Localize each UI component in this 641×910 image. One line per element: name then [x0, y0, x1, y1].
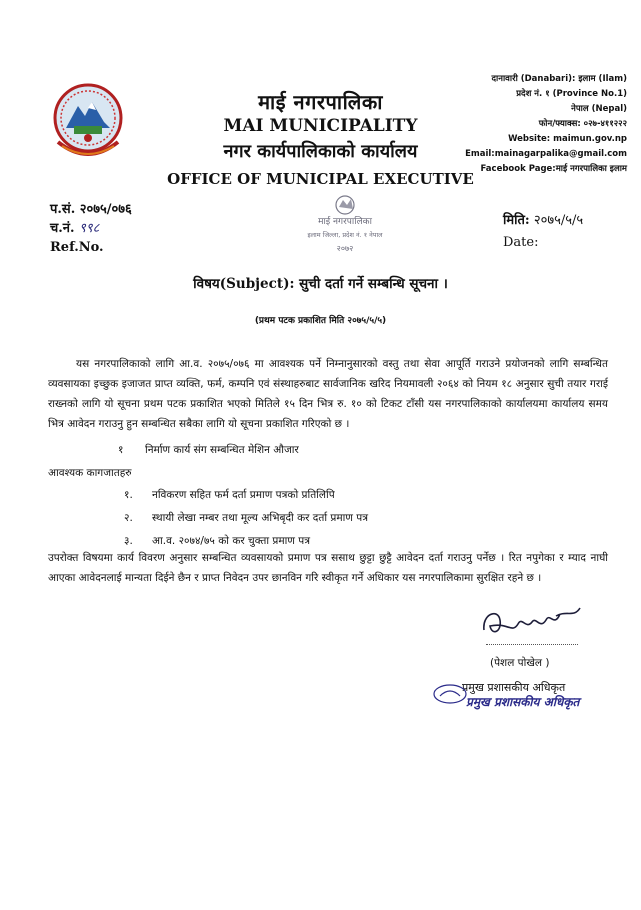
contact-website: Website: maimun.gov.np — [508, 134, 627, 144]
notice-paragraph-2: उपरोक्त विषयमा कार्य विवरण अनुसार सम्बन्धित व्यवसायको प्रमाण पत्र ससाथ छुट्टा छुट्टै आवेदन दर्ता गराउनु पर्नेछ । रित नपुगेका र म्याद नाघी आएका आवेदनलाई मान्यता दिईने छैन र प्राप्त निवेदन उपर छानविन गरि स्वीकृत गर्ने अधिकार यस नगरपालिकामा सुरक्षित रहने छ । — [48, 552, 608, 584]
stamp-line-3: २०७२ — [336, 244, 354, 253]
signature-line — [486, 644, 578, 645]
doc-text-3: आ.व. २०७४/७५ को कर चुक्ता प्रमाण पत्र — [152, 535, 311, 547]
office-stamp — [295, 193, 395, 261]
municipality-name-nepali: माई नगरपालिका — [258, 90, 383, 114]
dispatch-number-label: च.नं. — [50, 221, 75, 236]
office-name-nepali: नगर कार्यपालिकाको कार्यालय — [223, 141, 418, 162]
doc-text-1: नविकरण सहित फर्म दर्ता प्रमाण पत्रको प्रतिलिपि — [152, 489, 335, 501]
publication-note: (प्रथम पटक प्रकाशित मिति २०७५/५/५) — [254, 316, 387, 326]
doc-number-3: ३. — [124, 535, 133, 547]
item-text: निर्माण कार्य संग सम्बन्धित मेशिन औजार — [145, 444, 299, 456]
contact-phone: फोन/फ्याक्स: ०२७-४११२२२ — [538, 119, 627, 129]
date-label: मिति: — [503, 213, 530, 228]
stamp-line-2: इलाम जिल्ला, प्रदेश नं. १ नेपाल — [307, 231, 383, 239]
handwritten-signature — [478, 600, 588, 644]
documents-heading: आवश्यक कागजातहरु — [48, 467, 132, 479]
item-number: १ — [118, 444, 124, 456]
office-name-english: OFFICE OF MUNICIPAL EXECUTIVE — [167, 170, 474, 188]
contact-facebook: Facebook Page:माई नगरपालिका इलाम — [480, 164, 627, 174]
designation-stamp-text: प्रमुख प्रशासकीय अधिकृत — [466, 695, 580, 709]
doc-text-2: स्थायी लेखा नम्बर तथा मूल्य अभिबृदी कर दर्ता प्रमाण पत्र — [152, 512, 369, 524]
signatory-designation: प्रमुख प्रशासकीय अधिकृत — [462, 681, 566, 694]
dispatch-number-value: ९९८ — [79, 221, 100, 236]
ref-no-label: Ref.No. — [50, 240, 104, 255]
date-line — [503, 210, 583, 232]
designation-stamp-mark — [430, 682, 470, 706]
fiscal-reference: प.सं. २०७५/०७६ — [50, 202, 132, 217]
stamp-line-1: माई नगरपालिका — [318, 217, 372, 227]
subject-heading: विषय(Subject): सुची दर्ता गर्ने सम्बन्धि सूचना । — [193, 276, 448, 292]
contact-province: प्रदेश नं. १ (Province No.1) — [516, 89, 627, 99]
notice-paragraph-1: यस नगरपालिकाको लागि आ.व. २०७५/०७६ मा आवश्यक पर्ने निम्नानुसारको वस्तु तथा सेवा आपूर्ति गराउने प्रयोजनको लागि सम्बन्धित व्यवसायका इच्छुक इजाजत प्राप्त व्यक्ति, फर्म, कम्पनि एवं संस्थाहरुबाट सार्वजानिक खरिद नियमावली २०६४ को नियम १८ अनुसार सुची तयार गराई राख्नको लागि यो सूचना प्रथम पटक प्रकाशित भएको मितिले १५ दिन भित्र रु. १० को टिकट टाँसी यस नगरपालिकाको कार्यालयमा कार्यालय समय भित्र आवेदन गराउनु हुन सम्बन्धित सबैका लागि यो सूचना प्रकाशित गरिएको छ । — [48, 358, 608, 430]
municipality-name-english: MAI MUNICIPALITY — [223, 116, 418, 136]
date-block — [503, 210, 583, 254]
contact-address: दानावारी (Danabari): इलाम (Ilam) — [491, 74, 627, 84]
signatory-name: (पेशल पोखेल ) — [490, 657, 550, 669]
doc-number-2: २. — [124, 512, 133, 524]
date-en-label: Date: — [503, 235, 539, 250]
contact-country: नेपाल (Nepal) — [571, 104, 627, 114]
contact-info — [457, 72, 627, 177]
date-value: २०७५/५/५ — [533, 213, 584, 228]
reference-block — [50, 200, 132, 257]
contact-email: Email:mainagarpalika@gmail.com — [465, 149, 627, 159]
dispatch-number — [50, 219, 132, 238]
doc-number-1: १. — [124, 489, 133, 501]
